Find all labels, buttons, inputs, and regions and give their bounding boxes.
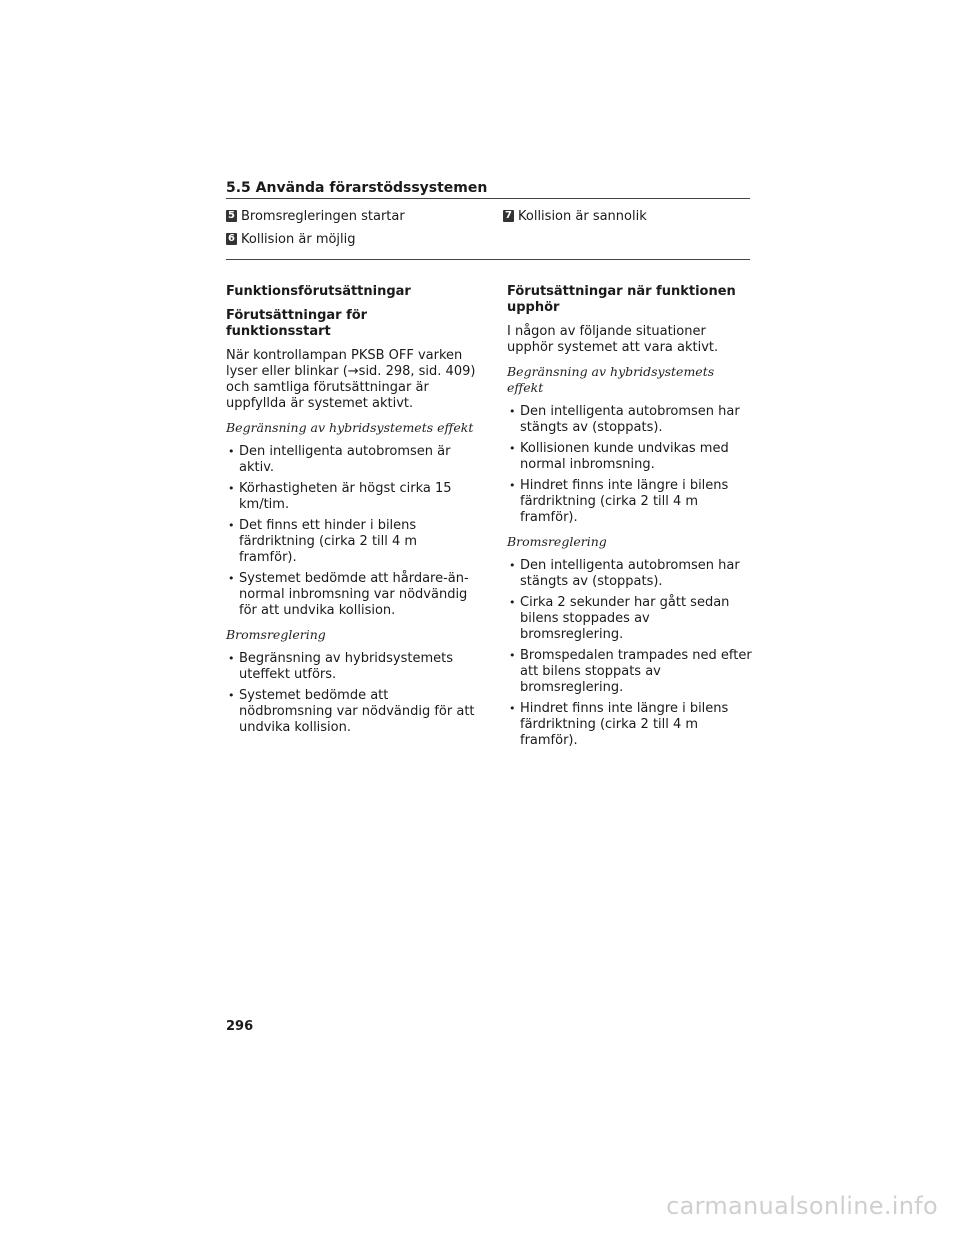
legend-item <box>226 209 476 225</box>
italic-subheading: Bromsreglering <box>507 534 607 549</box>
right-column <box>507 284 752 757</box>
legend-column-left <box>226 209 476 255</box>
intro-paragraph: I någon av följande situationer upphör systemet att vara aktivt. <box>507 324 719 355</box>
legend-divider <box>226 259 750 260</box>
legend-item <box>226 232 476 248</box>
bullet-list <box>226 651 476 736</box>
list-item: • Kollisionen kunde undvikas med normal inbromsning. <box>507 441 752 473</box>
number-badge: 7 <box>503 210 514 222</box>
legend-text: Kollision är sannolik <box>518 209 647 224</box>
list-item: • Den intelligenta autobromsen har stängts av (stoppats). <box>507 404 752 436</box>
bullet-list <box>507 404 752 526</box>
left-column <box>226 284 476 744</box>
legend-text: Bromsregleringen startar <box>241 209 405 224</box>
legend-column-right <box>503 209 753 232</box>
section-heading: Funktionsförutsättningar <box>226 284 411 299</box>
section-heading: Förutsättningar när funktionen upphör <box>507 284 736 315</box>
italic-subheading: Begränsning av hybridsystemets effekt <box>226 420 474 435</box>
bullet-list <box>507 558 752 749</box>
section-title: 5.5 Använda förarstödssystemen <box>226 180 488 196</box>
list-item: • Systemet bedömde att hårdare-än-normal inbromsning var nödvändig för att undvika kollision. <box>226 571 476 619</box>
italic-subheading: Bromsreglering <box>226 627 326 642</box>
page-number: 296 <box>226 1019 254 1034</box>
legend-text: Kollision är möjlig <box>241 232 356 247</box>
list-item: • Den intelligenta autobromsen är aktiv. <box>226 444 476 476</box>
list-item: • Hindret finns inte längre i bilens färdriktning (cirka 2 till 4 m framför). <box>507 701 752 749</box>
number-badge: 5 <box>226 210 237 222</box>
list-item: • Cirka 2 sekunder har gått sedan bilens stoppades av bromsreglering. <box>507 595 752 643</box>
list-item: • Hindret finns inte längre i bilens färdriktning (cirka 2 till 4 m framför). <box>507 478 752 526</box>
list-item: • Bromspedalen trampades ned efter att bilens stoppats av bromsreglering. <box>507 648 752 696</box>
intro-paragraph: När kontrollampan PKSB OFF varken lyser eller blinkar (→sid. 298, sid. 409) och samtliga förutsättningar är uppfyllda är systemet aktivt. <box>226 348 476 411</box>
legend-item <box>503 209 753 225</box>
watermark: carmanualsonline.info <box>666 1192 938 1220</box>
subsection-heading: Förutsättningar för funktionsstart <box>226 308 368 339</box>
list-item: • Körhastigheten är högst cirka 15 km/tim. <box>226 481 476 513</box>
bullet-list <box>226 444 476 619</box>
list-item: • Det finns ett hinder i bilens färdriktning (cirka 2 till 4 m framför). <box>226 518 476 566</box>
section-header <box>226 180 750 199</box>
list-item: • Begränsning av hybridsystemets uteffekt utförs. <box>226 651 476 683</box>
list-item: • Den intelligenta autobromsen har stängts av (stoppats). <box>507 558 752 590</box>
italic-subheading: Begränsning av hybridsystemets effekt <box>507 364 715 395</box>
number-badge: 6 <box>226 233 237 245</box>
list-item: • Systemet bedömde att nödbromsning var nödvändig för att undvika kollision. <box>226 688 476 736</box>
